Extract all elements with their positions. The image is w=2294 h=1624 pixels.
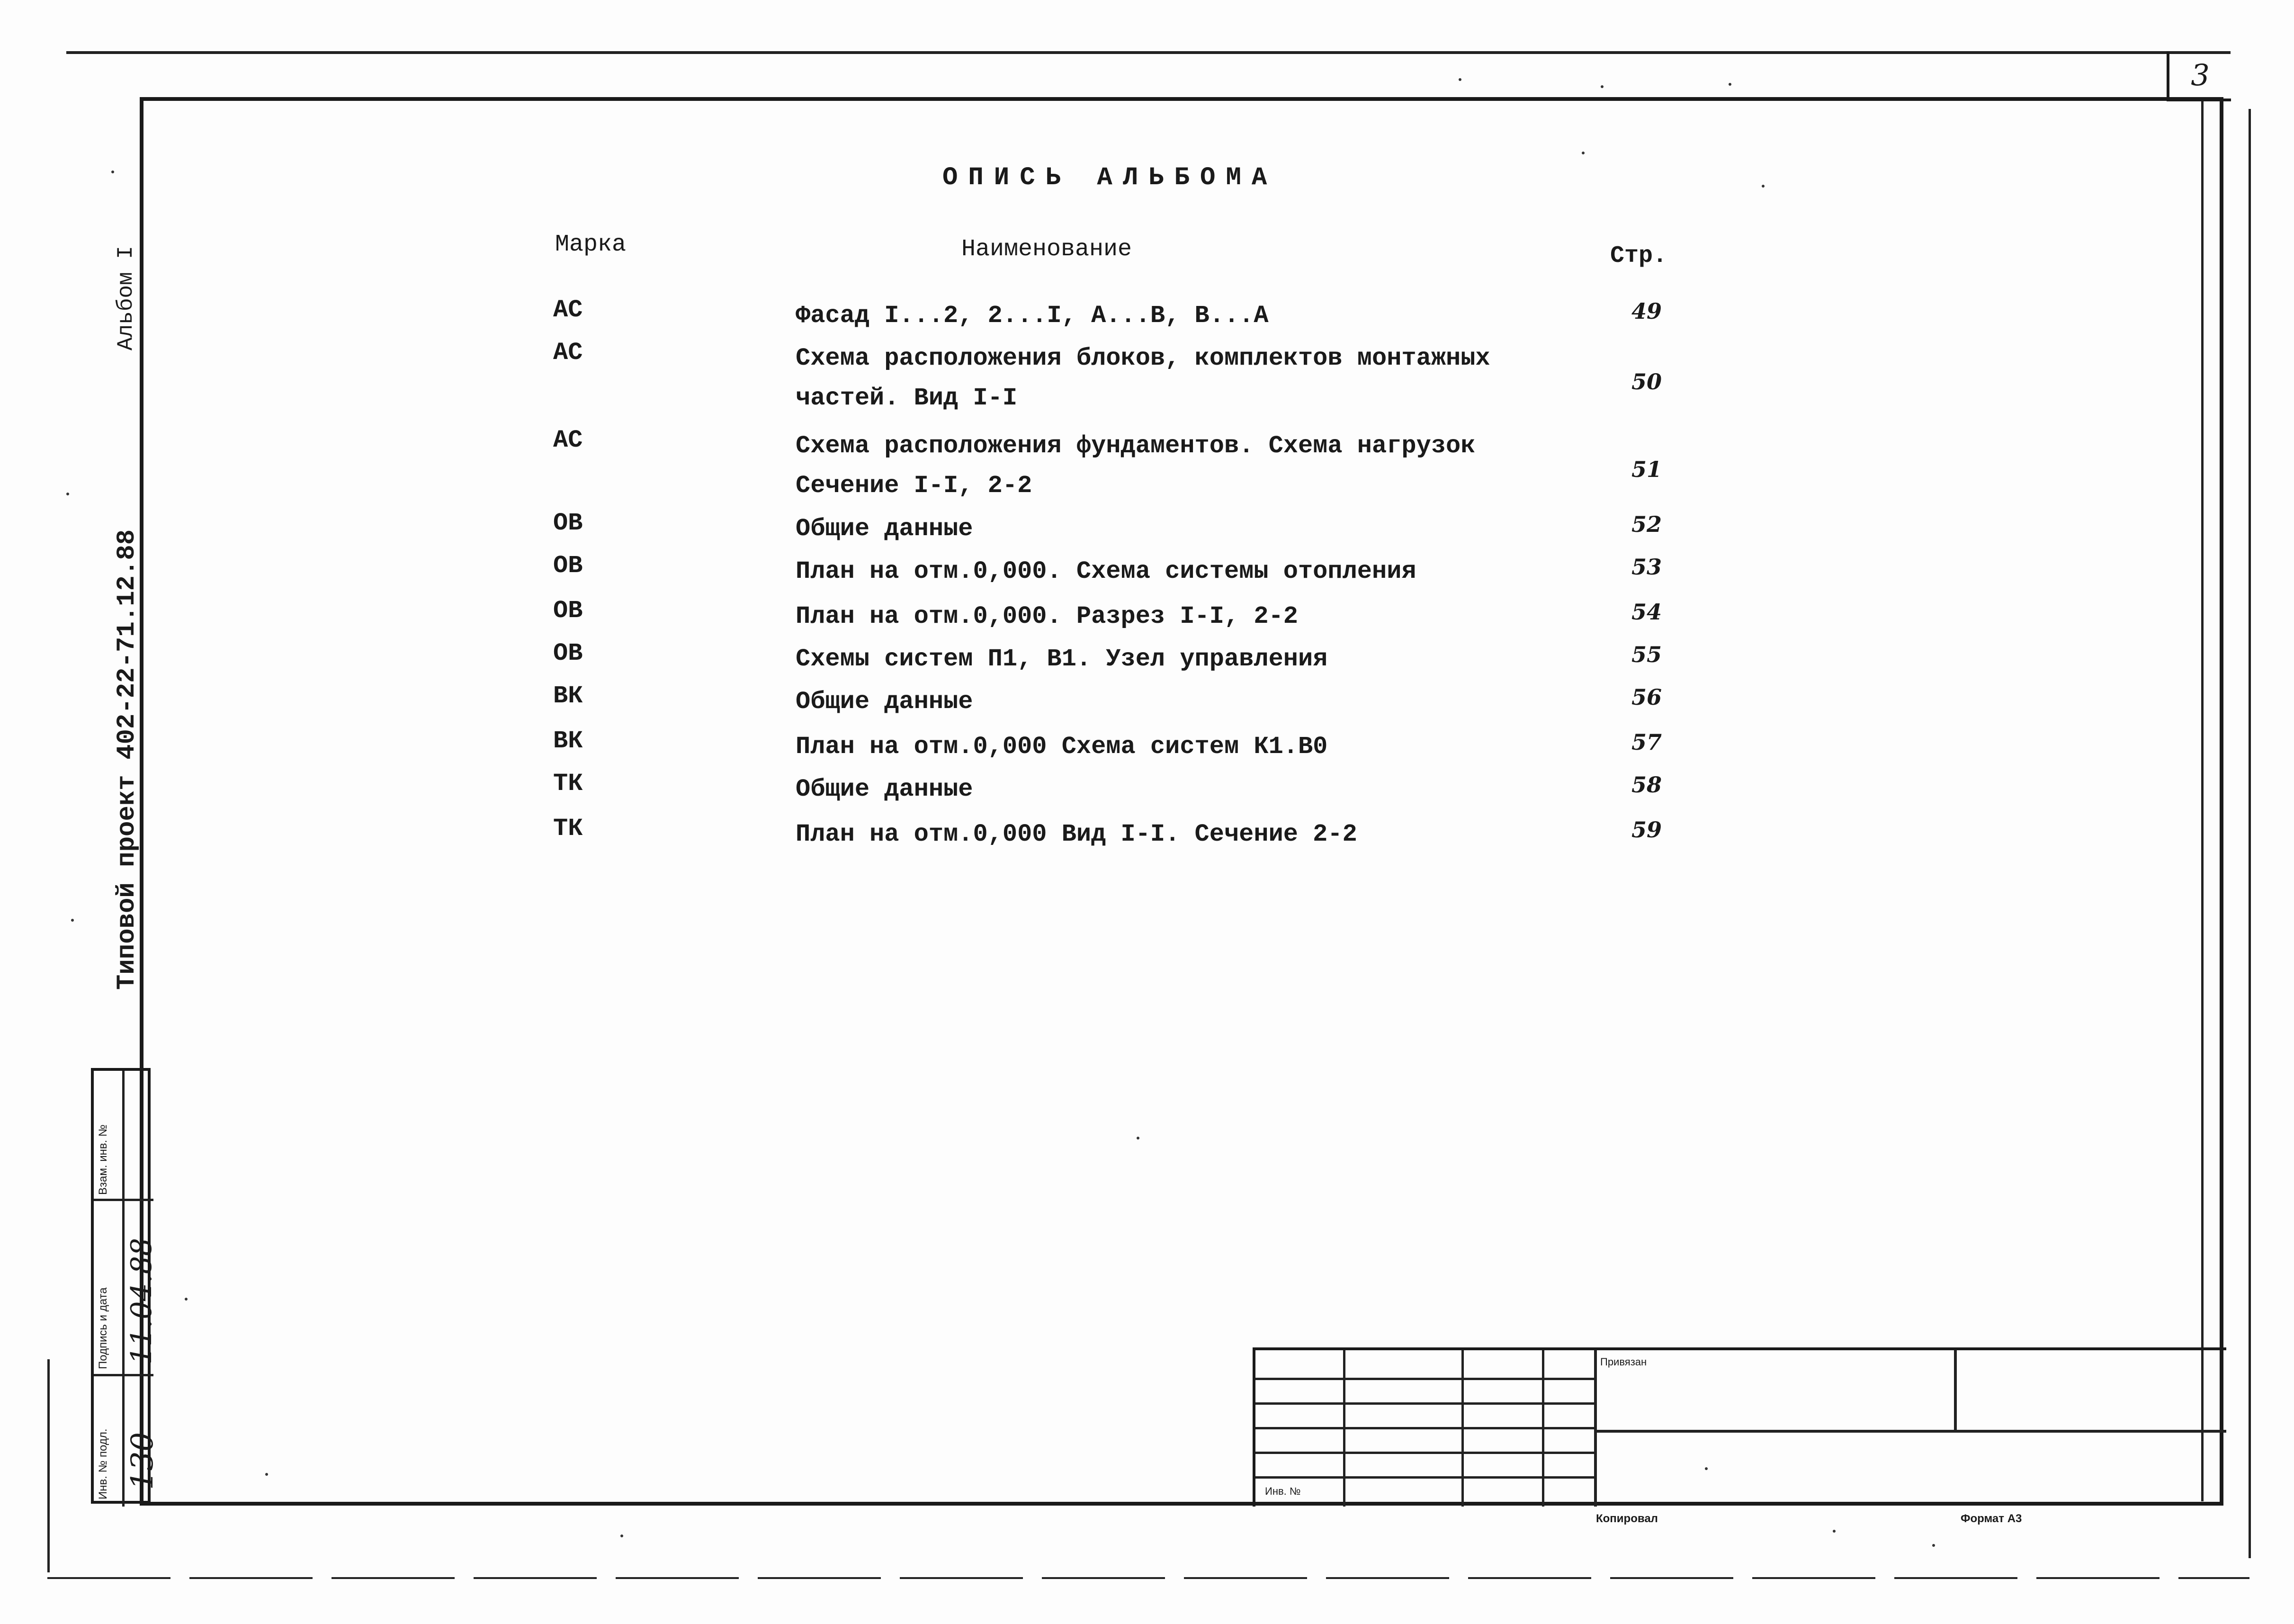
header-page: Стр.	[1610, 242, 1667, 269]
row-mark: АС	[553, 426, 583, 454]
row-name: План на отм.0,000. Схема системы отопления	[796, 557, 1416, 585]
row-name: Фасад I...2, 2...I, А...В, В...А	[796, 302, 1269, 330]
row-mark: ОВ	[553, 639, 583, 667]
row-mark: ОВ	[553, 509, 583, 537]
row-page: 51	[1631, 457, 1662, 482]
row-name: Схемы систем П1, В1. Узел управления	[796, 645, 1328, 673]
row-name: Общие данные	[796, 688, 973, 716]
vzam-label: Взам. инв. №	[97, 1124, 109, 1195]
row-page: 50	[1631, 369, 1662, 395]
row-mark: ТК	[553, 770, 583, 798]
row-name: Общие данные	[796, 515, 973, 543]
row-name: Схема расположения блоков, комплектов монтажных	[796, 344, 1490, 372]
row-mark: ВК	[553, 682, 583, 710]
outer-right-line	[2249, 109, 2251, 1558]
row-page: 55	[1631, 642, 1662, 667]
inv-value: 130	[125, 1432, 160, 1490]
inv-label: Инв. № подл.	[97, 1428, 109, 1499]
title-block	[1253, 1347, 2226, 1507]
header-name: Наименование	[961, 236, 1132, 263]
kopiroval-label: Копировал	[1596, 1512, 1658, 1525]
row-name: Общие данные	[796, 775, 973, 803]
project-label: Типовой проект 402-22-71.12.88	[113, 529, 142, 990]
outer-top-line	[66, 51, 2231, 54]
row-mark: АС	[553, 296, 583, 324]
row-name: План на отм.0,000. Разрез I-I, 2-2	[796, 602, 1298, 630]
frame-inner-right-line	[2201, 99, 2204, 1501]
sign-label: Подпись и дата	[97, 1287, 109, 1369]
row-page: 54	[1631, 599, 1662, 625]
row-page: 59	[1631, 817, 1662, 843]
row-page: 52	[1631, 511, 1662, 537]
sign-value: 11.04.88	[125, 1238, 158, 1364]
header-mark: Марка	[555, 231, 627, 258]
page-number: 3	[2191, 57, 2210, 92]
outer-bottom-line	[47, 1577, 2249, 1579]
row-page: 58	[1631, 772, 1662, 798]
row-page: 56	[1631, 684, 1662, 710]
row-mark: ТК	[553, 815, 583, 843]
side-stamp	[91, 1068, 160, 1504]
row-page: 49	[1631, 298, 1662, 324]
album-label: Альбом I	[114, 246, 138, 350]
row-name: Схема расположения фундаментов. Схема нагрузок	[796, 432, 1476, 460]
inv-no-label: Инв. №	[1265, 1485, 1301, 1497]
privyazan-label: Привязан	[1600, 1356, 1647, 1368]
row-page: 57	[1631, 729, 1662, 755]
row-mark: АС	[553, 339, 583, 367]
outer-left-line	[47, 1359, 50, 1572]
page-number-box	[2167, 51, 2231, 101]
format-label: Формат А3	[1961, 1512, 2022, 1525]
row-page: 53	[1631, 554, 1662, 580]
row-name: частей. Вид I-I	[796, 384, 1018, 412]
row-mark: ВК	[553, 727, 583, 755]
row-mark: ОВ	[553, 597, 583, 625]
document-title: ОПИСЬ АЛЬБОМА	[942, 163, 1278, 192]
row-name: План на отм.0,000 Схема систем К1.В0	[796, 733, 1328, 761]
row-mark: ОВ	[553, 552, 583, 580]
row-name: План на отм.0,000 Вид I-I. Сечение 2-2	[796, 820, 1357, 848]
row-name: Сечение I-I, 2-2	[796, 472, 1032, 500]
